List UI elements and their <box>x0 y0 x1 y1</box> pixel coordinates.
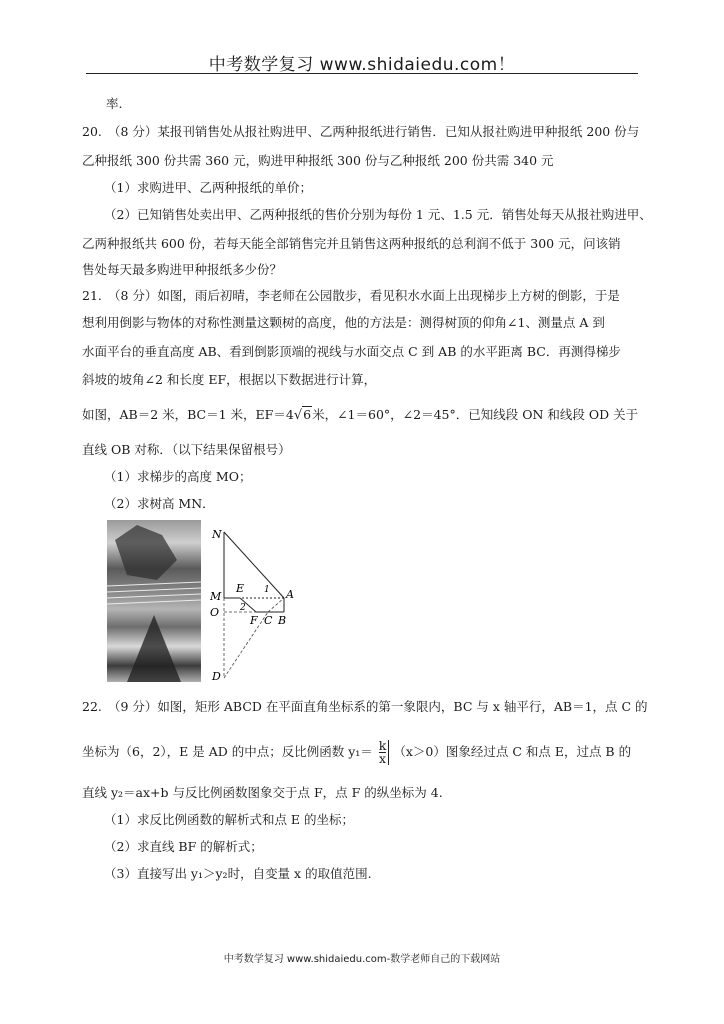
q20-line-2: 乙种报纸 300 份共需 360 元，购进甲种报纸 300 份与乙种报纸 200 份共需 340 元 <box>82 153 554 168</box>
q21-part-1: （1）求梯步的高度 MO； <box>104 469 252 484</box>
label-D: D <box>212 670 221 682</box>
label-angle-1: 1 <box>264 585 270 595</box>
label-F: F <box>250 614 258 627</box>
label-E: E <box>236 582 245 595</box>
q22-line-1: 22. （9 分）如图，矩形 ABCD 在平面直角坐标系的第一象限内，BC 与 x 轴平行，AB＝1，点 C 的 <box>82 699 648 714</box>
geometry-diagram <box>204 520 294 682</box>
header-divider <box>86 73 638 74</box>
page-footer: 中考数学复习 www.shidaiedu.com-数学老师自己的下载网站 <box>223 954 501 965</box>
label-angle-2: 2 <box>240 603 246 613</box>
q22-part-1: （1）求反比例函数的解析式和点 E 的坐标； <box>104 812 355 827</box>
q21-line-6: 直线 OB 对称．（以下结果保留根号） <box>82 442 291 457</box>
q22-part-3: （3）直接写出 y₁＞y₂时，自变量 x 的取值范围. <box>104 866 372 881</box>
q20-part-2-line-2: 乙两种报纸共 600 份，若每天能全部销售完并且销售这两种报纸的总利润不低于 300 元，问该销 <box>82 236 621 251</box>
q21-line-4: 斜坡的坡角∠2 和长度 EF，根据以下数据进行计算， <box>82 372 377 387</box>
q21-line-1: 21. （8 分）如图，雨后初晴，李老师在公园散步，看见积水水面上出现梯步上方树的倒影，于是 <box>82 288 620 303</box>
label-N: N <box>212 528 222 541</box>
prior-question-fragment: 率. <box>106 96 123 111</box>
q22-part-2: （2）求直线 BF 的解析式； <box>104 839 263 854</box>
park-photo <box>107 520 201 682</box>
q21-line-2: 想利用倒影与物体的对称性测量这颗树的高度，他的方法是：测得树顶的仰角∠1、测量点 A 到 <box>82 315 605 330</box>
q20-part-2-line-3: 售处每天最多购进甲种报纸多少份？ <box>82 262 283 277</box>
page-header: 中考数学复习 www.shidaiedu.com！ <box>208 55 516 75</box>
q21-number: 21. <box>82 288 102 303</box>
q22-line-2: 坐标为（6，2），E 是 AD 的中点；反比例函数 $y_1= \frac{k}{x}$ （x＞0）图象经过点 C 和点 E，过点 B 的 <box>82 738 632 766</box>
label-B: B <box>278 614 287 627</box>
q21-part-2: （2）求树高 MN． <box>104 496 215 511</box>
dashed-CA <box>268 598 284 612</box>
label-O: O <box>210 606 220 619</box>
q20-part-1: （1）求购进甲、乙两种报纸的单价； <box>104 180 312 195</box>
q21-line-3: 水面平台的垂直高度 AB、看到倒影顶端的视线与水面交点 C 到 AB 的水平距离 BC．再测得梯步 <box>82 344 621 359</box>
q22-line-3: 直线 y₂＝ax+b 与反比例函数图象交于点 F，点 F 的纵坐标为 4. <box>82 785 443 800</box>
q20-number: 20. <box>82 124 102 139</box>
dashed-DC <box>224 612 268 678</box>
q21-data-line: 如图，AB＝2 米，BC＝1 米，EF＝4√6米，∠1＝60°，∠2＝45°．已知线段 ON 和线段 OD 关于 <box>82 407 639 423</box>
photo-scene <box>107 520 201 682</box>
sight-line-NA <box>224 532 284 598</box>
sqrt-value: 6 <box>303 407 312 422</box>
label-C: C <box>264 614 273 627</box>
q20-line-1: 20. （8 分）某报刊销售处从报社购进甲、乙两种报纸进行销售．已知从报社购进甲种报纸 200 份与 <box>82 124 640 139</box>
q22-number: 22. <box>82 699 102 714</box>
label-A: A <box>286 588 294 601</box>
fraction-k-over-x: $\frac{k}{x}$ <box>377 740 390 765</box>
label-M: M <box>210 590 222 603</box>
q20-part-2-line-1: （2）已知销售处卖出甲、乙两种报纸的售价分别为每份 1 元、1.5 元．销售处每天从报社购进甲、 <box>104 207 652 222</box>
